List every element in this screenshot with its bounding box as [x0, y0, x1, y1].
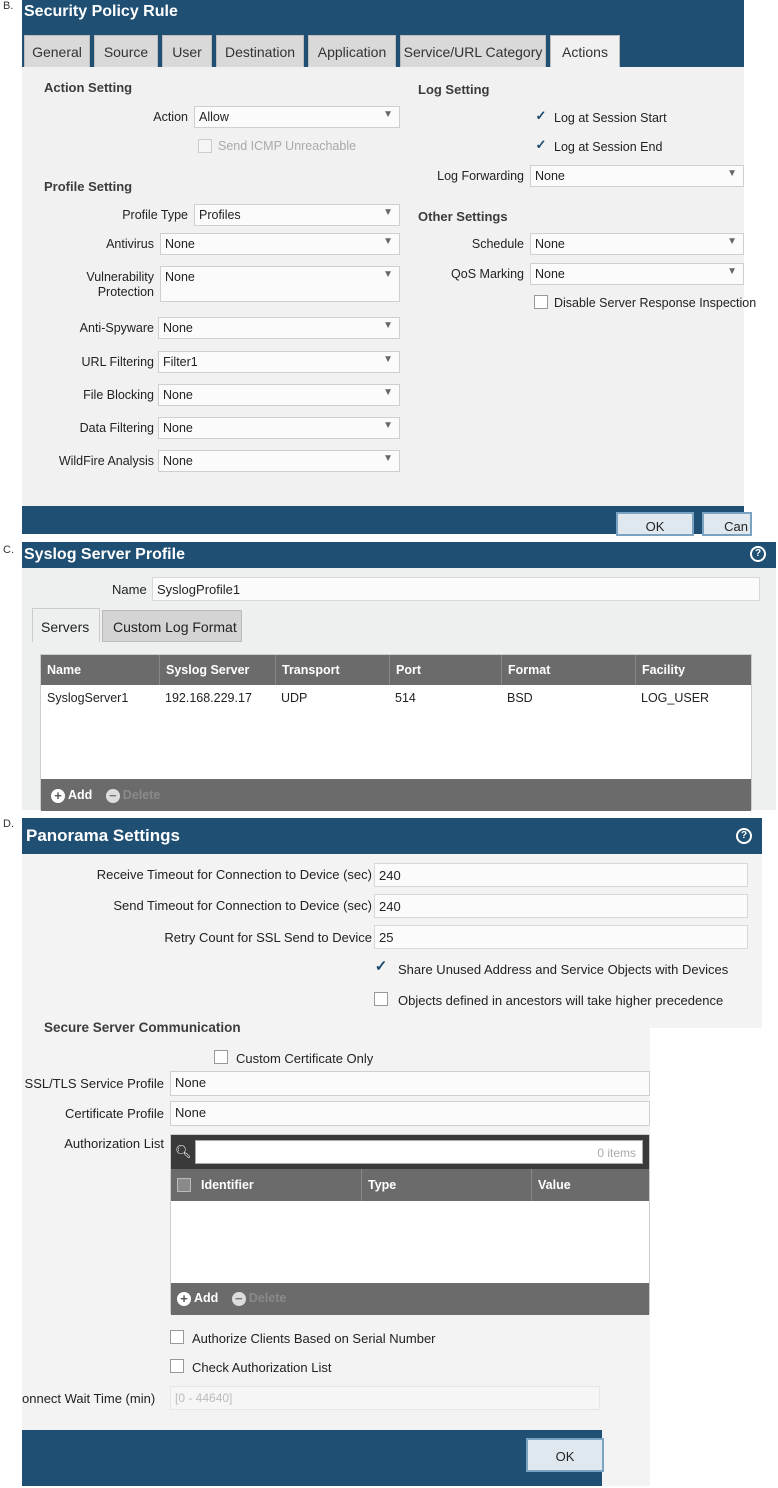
plus-icon: + — [177, 1292, 191, 1306]
retry-count-label: Retry Count for SSL Send to Device — [164, 930, 372, 945]
anti-spyware-value: None — [163, 321, 193, 335]
col-value[interactable]: Value — [531, 1169, 571, 1201]
table-row[interactable] — [41, 685, 751, 711]
custom-cert-checkbox[interactable] — [214, 1050, 228, 1064]
chevron-down-icon: ▼ — [383, 453, 393, 464]
ssl-tls-profile-label: SSL/TLS Service Profile — [24, 1076, 164, 1091]
disable-sri-label: Disable Server Response Inspection — [554, 296, 757, 310]
table-toolbar — [41, 779, 751, 811]
option-label-b: B. — [3, 0, 14, 12]
reconnect-wait-input[interactable]: [0 - 44640] — [170, 1386, 600, 1410]
image-mask — [650, 1028, 762, 1486]
other-settings-heading: Other Settings — [418, 209, 508, 224]
chevron-down-icon: ▼ — [383, 269, 393, 280]
log-setting-heading: Log Setting — [418, 82, 490, 97]
qos-marking-select[interactable] — [530, 263, 744, 285]
delete-button[interactable] — [106, 788, 161, 802]
schedule-label: Schedule — [471, 237, 524, 251]
dialog-title: Security Policy Rule — [22, 0, 744, 24]
qos-marking-label: QoS Marking — [451, 267, 524, 281]
action-value: Allow — [199, 110, 229, 124]
check-auth-list-label: Check Authorization List — [192, 1360, 332, 1375]
ancestors-precedence-label: Objects defined in ancestors will take higher precedence — [398, 993, 724, 1008]
search-icon: 🔍︎ — [175, 1144, 192, 1159]
col-name[interactable]: Name — [47, 663, 82, 677]
url-filtering-value: Filter1 — [163, 355, 198, 369]
reconnect-wait-label: onnect Wait Time (min) — [22, 1391, 156, 1406]
wildfire-value: None — [163, 454, 193, 468]
servers-table — [40, 654, 752, 810]
chevron-down-icon: ▼ — [727, 168, 737, 179]
wildfire-label: WildFire Analysis — [58, 454, 154, 468]
select-all-checkbox[interactable] — [177, 1178, 191, 1192]
col-transport[interactable]: Transport — [275, 655, 340, 685]
col-type[interactable]: Type — [361, 1169, 396, 1201]
send-timeout-label: Send Timeout for Connection to Device (sec) — [113, 898, 372, 913]
dialog-title: Panorama Settings — [22, 818, 762, 854]
tab-actions[interactable]: Actions — [550, 35, 620, 67]
url-filtering-select[interactable] — [158, 351, 400, 373]
delete-label: Delete — [248, 1291, 287, 1305]
log-session-start-checkbox[interactable] — [534, 110, 548, 124]
add-button[interactable] — [51, 788, 92, 802]
log-forwarding-label: Log Forwarding — [437, 169, 524, 183]
tab-custom-log-format[interactable]: Custom Log Format — [102, 610, 242, 642]
log-session-start-label: Log at Session Start — [554, 111, 667, 125]
chevron-down-icon: ▼ — [727, 236, 737, 247]
custom-cert-label: Custom Certificate Only — [236, 1051, 374, 1066]
cell-format: BSD — [507, 691, 533, 705]
delete-label: Delete — [122, 788, 161, 802]
add-label: Add — [68, 788, 93, 802]
certificate-profile-label: Certificate Profile — [65, 1106, 164, 1121]
tab-servers[interactable]: Servers — [32, 608, 100, 642]
cell-facility: LOG_USER — [641, 691, 710, 705]
url-filtering-label: URL Filtering — [81, 355, 154, 369]
anti-spyware-label: Anti-Spyware — [79, 321, 154, 335]
vulnerability-label: Vulnerability — [86, 270, 154, 284]
share-unused-checkbox[interactable] — [374, 958, 388, 975]
send-timeout-input[interactable]: 240 — [374, 894, 748, 918]
col-identifier[interactable]: Identifier — [201, 1178, 254, 1192]
profile-type-select[interactable] — [194, 204, 400, 226]
option-label-d: D. — [3, 818, 14, 830]
log-forwarding-select[interactable] — [530, 165, 744, 187]
profile-type-value: Profiles — [199, 208, 241, 222]
search-input[interactable]: 0 items — [195, 1140, 643, 1164]
antivirus-label: Antivirus — [106, 237, 154, 251]
wildfire-select[interactable] — [158, 450, 400, 472]
secure-server-heading: Secure Server Communication — [44, 1020, 241, 1035]
file-blocking-label: File Blocking — [83, 388, 154, 402]
chevron-down-icon: ▼ — [727, 266, 737, 277]
vulnerability-select[interactable] — [160, 266, 400, 302]
check-icon: ✓ — [535, 137, 547, 152]
tab-service-url-category[interactable]: Service/URL Category — [400, 35, 546, 67]
cancel-button[interactable]: Can — [702, 512, 752, 536]
chevron-down-icon: ▼ — [383, 420, 393, 431]
schedule-value: None — [535, 237, 565, 251]
send-icmp-checkbox[interactable] — [198, 139, 212, 153]
certificate-profile-value: None — [175, 1105, 207, 1120]
profile-type-label: Profile Type — [122, 208, 188, 222]
tab-source[interactable]: Source — [94, 35, 158, 67]
data-filtering-select[interactable] — [158, 417, 400, 439]
dialog-footer — [22, 1430, 602, 1486]
retry-count-input[interactable]: 25 — [374, 925, 748, 949]
col-facility[interactable]: Facility — [635, 655, 685, 685]
add-button[interactable] — [177, 1291, 218, 1305]
plus-icon: + — [51, 789, 65, 803]
option-label-c: C. — [3, 544, 14, 556]
action-setting-heading: Action Setting — [44, 80, 133, 95]
data-filtering-label: Data Filtering — [79, 421, 154, 435]
ok-button[interactable]: OK — [526, 1438, 604, 1472]
authorize-serial-checkbox[interactable] — [170, 1330, 184, 1344]
send-icmp-label: Send ICMP Unreachable — [218, 139, 357, 153]
action-label: Action — [153, 110, 188, 124]
receive-timeout-input[interactable]: 240 — [374, 863, 748, 887]
certificate-profile-select[interactable] — [170, 1101, 650, 1126]
name-input[interactable]: SyslogProfile1 — [152, 577, 760, 601]
tab-user[interactable]: User — [162, 35, 212, 67]
dialog-title: Syslog Server Profile — [22, 542, 776, 568]
cell-name: SyslogServer1 — [47, 691, 129, 705]
syslog-server-profile-dialog — [22, 542, 776, 810]
help-icon[interactable]: ? — [750, 546, 766, 562]
chevron-down-icon: ▼ — [383, 387, 393, 398]
antivirus-select[interactable] — [160, 233, 400, 255]
col-port[interactable]: Port — [389, 655, 421, 685]
ancestors-precedence-checkbox[interactable] — [374, 992, 388, 1006]
panorama-settings-dialog — [22, 818, 762, 1486]
table-toolbar — [171, 1283, 649, 1315]
delete-button[interactable] — [232, 1291, 287, 1305]
profile-setting-heading: Profile Setting — [44, 179, 133, 194]
log-session-end-label: Log at Session End — [554, 140, 663, 154]
file-blocking-select[interactable] — [158, 384, 400, 406]
chevron-down-icon: ▼ — [383, 236, 393, 247]
check-icon: ✓ — [374, 958, 388, 975]
col-syslog-server[interactable]: Syslog Server — [159, 655, 249, 685]
chevron-down-icon: ▼ — [383, 207, 393, 218]
minus-icon: − — [106, 789, 120, 803]
receive-timeout-label: Receive Timeout for Connection to Device (sec) — [96, 867, 372, 882]
tab-destination[interactable]: Destination — [216, 35, 304, 67]
log-session-end-checkbox[interactable] — [534, 139, 548, 153]
data-filtering-value: None — [163, 421, 193, 435]
qos-marking-value: None — [535, 267, 565, 281]
disable-sri-checkbox[interactable] — [534, 295, 548, 309]
chevron-down-icon: ▼ — [383, 109, 393, 120]
ssl-tls-profile-value: None — [175, 1075, 207, 1090]
check-icon: ✓ — [535, 108, 547, 123]
schedule-select[interactable] — [530, 233, 744, 255]
log-forwarding-value: None — [535, 169, 565, 183]
cell-transport: UDP — [281, 691, 308, 705]
authorize-serial-label: Authorize Clients Based on Serial Number — [192, 1331, 436, 1346]
help-icon[interactable]: ? — [736, 828, 752, 844]
vulnerability-label-line2: Protection — [97, 285, 154, 299]
chevron-down-icon: ▼ — [383, 354, 393, 365]
chevron-down-icon: ▼ — [383, 320, 393, 331]
vulnerability-value: None — [165, 270, 195, 284]
cell-port: 514 — [395, 691, 416, 705]
col-format[interactable]: Format — [501, 655, 550, 685]
authorization-list-table — [170, 1134, 650, 1314]
add-label: Add — [194, 1291, 219, 1305]
ok-button[interactable]: OK — [616, 512, 694, 536]
cell-syslog-server: 192.168.229.17 — [165, 691, 252, 705]
name-label: Name — [112, 582, 147, 597]
ssl-tls-profile-select[interactable] — [170, 1071, 650, 1096]
security-policy-rule-dialog — [22, 0, 757, 534]
minus-icon: − — [232, 1292, 246, 1306]
action-select[interactable] — [194, 106, 400, 128]
antivirus-value: None — [165, 237, 195, 251]
anti-spyware-select[interactable] — [158, 317, 400, 339]
tab-application[interactable]: Application — [308, 35, 396, 67]
check-auth-list-checkbox[interactable] — [170, 1359, 184, 1373]
tab-general[interactable]: General — [24, 35, 90, 67]
share-unused-label: Share Unused Address and Service Objects with Devices — [398, 962, 729, 977]
file-blocking-value: None — [163, 388, 193, 402]
authorization-list-label: Authorization List — [64, 1136, 164, 1151]
